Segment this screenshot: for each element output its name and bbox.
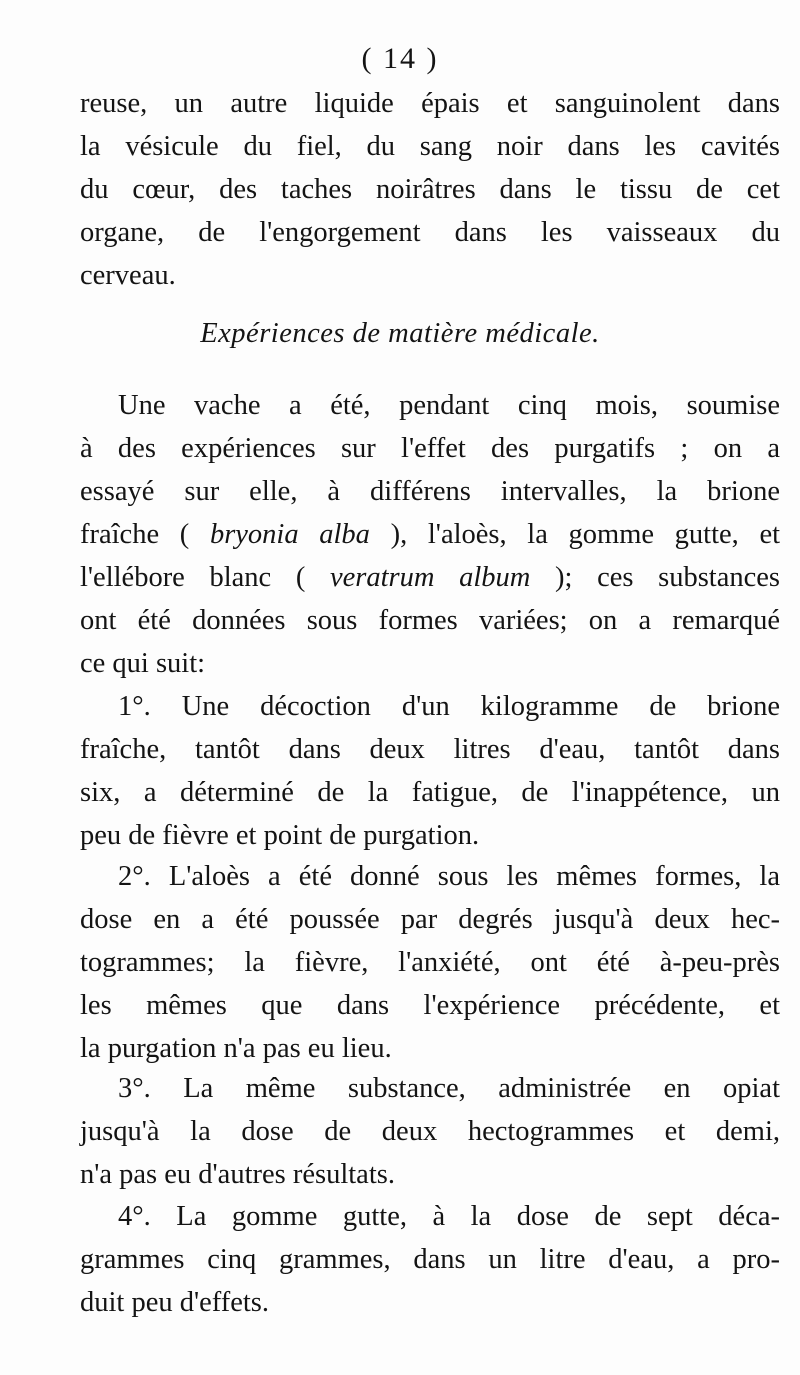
text-line: 2°. L'aloès a été donné sous les mêmes formes, la (118, 861, 780, 892)
text-line: cerveau. (80, 260, 176, 291)
text-line: dose en a été poussée par degrés jusqu'à deux hec- (80, 904, 780, 935)
text-line: 3°. La même substance, administrée en opiat (118, 1073, 780, 1104)
text-line: 4°. La gomme gutte, à la dose de sept déca- (118, 1201, 780, 1232)
text-line: jusqu'à la dose de deux hectogrammes et demi, (80, 1116, 780, 1147)
text-line: essayé sur elle, à différens intervalles, la brione (80, 476, 780, 507)
text-segment: l'ellébore blanc ( (80, 562, 306, 593)
page-number: ( 14 ) (361, 42, 439, 75)
text-line (80, 515, 780, 555)
text-line: togrammes; la fièvre, l'anxiété, ont été à-peu-près (80, 947, 780, 978)
latin-name: veratrum album (329, 562, 531, 593)
text-line: organe, de l'engorgement dans les vaisseaux du (80, 217, 780, 248)
text-line: duit peu d'effets. (80, 1287, 270, 1318)
text-line: six, a déterminé de la fatigue, de l'inappétence, un (80, 777, 780, 808)
text-line: du cœur, des taches noirâtres dans le tissu de cet (80, 174, 780, 205)
text-line: 1°. Une décoction d'un kilogramme de brione (118, 691, 780, 722)
text-line: n'a pas eu d'autres résultats. (80, 1159, 395, 1190)
text-line: la purgation n'a pas eu lieu. (80, 1033, 392, 1064)
text-line: la vésicule du fiel, du sang noir dans les cavités (80, 131, 780, 162)
text-segment: fraîche ( (80, 519, 190, 550)
text-line: Une vache a été, pendant cinq mois, soumise (118, 390, 780, 421)
text-line: les mêmes que dans l'expérience précédente, et (80, 990, 780, 1021)
text-line: à des expériences sur l'effet des purgatifs ; on a (80, 433, 780, 464)
text-line (80, 558, 780, 598)
text-line: ont été données sous formes variées; on a remarqué (80, 605, 780, 636)
text-line: peu de fièvre et point de purgation. (80, 820, 480, 851)
section-heading: Expériences de matière médicale. (200, 318, 600, 349)
text-segment: ), l'aloès, la gomme gutte, et (390, 519, 781, 550)
text-line: grammes cinq grammes, dans un litre d'eau, a pro- (80, 1244, 780, 1275)
latin-name: bryonia alba (209, 519, 370, 550)
text-segment: ); ces substances (555, 562, 781, 593)
text-line: ce qui suit: (80, 648, 206, 679)
text-line: reuse, un autre liquide épais et sanguinolent dans (80, 88, 780, 119)
text-line: fraîche, tantôt dans deux litres d'eau, tantôt dans (80, 734, 780, 765)
